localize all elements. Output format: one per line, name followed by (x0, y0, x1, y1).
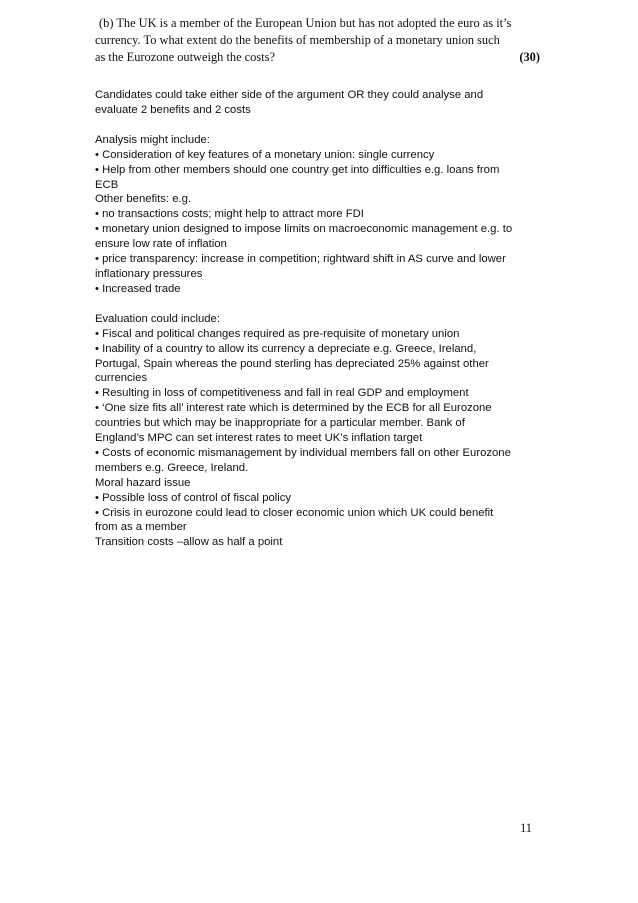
evaluation-line: England’s MPC can set interest rates to meet UK’s inflation target (95, 432, 423, 445)
analysis-line: • Consideration of key features of a monetary union: single currency (95, 148, 435, 161)
analysis-line: • monetary union designed to impose limits on macroeconomic management e.g. to (95, 223, 513, 236)
question-line: (b) The UK is a member of the European Union but has not adopted the euro as it’s (99, 16, 512, 30)
evaluation-line: • Crisis in eurozone could lead to closer economic union which UK could benefit (95, 506, 494, 519)
evaluation-line: • Possible loss of control of fiscal policy (95, 491, 292, 504)
question-line: currency. To what extent do the benefits of membership of a monetary union such (95, 33, 500, 47)
evaluation-line: countries but which may be inappropriate for a particular member. Bank of (95, 417, 465, 430)
evaluation-line: • ‘One size fits all’ interest rate which is determined by the ECB for all Eurozone (95, 402, 492, 415)
analysis-line: inflationary pressures (95, 267, 203, 280)
evaluation-line: • Costs of economic mismanagement by individual members fall on other Eurozone (95, 446, 511, 459)
analysis-section (95, 133, 550, 297)
evaluation-line: Portugal, Spain whereas the pound sterling has depreciated 25% against other (95, 357, 489, 370)
evaluation-heading: Evaluation could include: (95, 312, 220, 325)
evaluation-line: from as a member (95, 521, 187, 534)
analysis-line: ECB (95, 178, 119, 191)
evaluation-line: Transition costs –allow as half a point (95, 536, 283, 549)
evaluation-section (95, 312, 550, 551)
paragraph-gap (95, 297, 550, 312)
analysis-line: ensure low rate of inflation (95, 238, 227, 251)
intro-paragraph (95, 88, 550, 118)
evaluation-line: members e.g. Greece, Ireland. (95, 461, 249, 474)
question-marks: (30) (519, 50, 540, 64)
intro-line: evaluate 2 benefits and 2 costs (95, 103, 251, 116)
evaluation-line: • Resulting in loss of competitiveness and fall in real GDP and employment (95, 387, 469, 400)
analysis-line: • Help from other members should one country get into difficulties e.g. loans from (95, 163, 500, 176)
evaluation-line: • Inability of a country to allow its currency a depreciate e.g. Greece, Ireland, (95, 342, 477, 355)
evaluation-line: currencies (95, 372, 148, 385)
evaluation-line: • Fiscal and political changes required as pre-requisite of monetary union (95, 327, 460, 340)
analysis-subheading: Other benefits: e.g. (95, 193, 192, 206)
page-number: 11 (520, 821, 532, 835)
analysis-line: • Increased trade (95, 282, 181, 295)
analysis-heading: Analysis might include: (95, 133, 210, 146)
intro-line: Candidates could take either side of the argument OR they could analyse and (95, 89, 484, 101)
analysis-line: • no transactions costs; might help to attract more FDI (95, 208, 364, 221)
evaluation-line: Moral hazard issue (95, 476, 191, 489)
question-line: as the Eurozone outweigh the costs? (95, 50, 275, 64)
question-block (95, 15, 540, 66)
mark-scheme (95, 88, 550, 550)
analysis-line: • price transparency: increase in competition; rightward shift in AS curve and lower (95, 253, 506, 266)
paragraph-gap (95, 118, 550, 133)
